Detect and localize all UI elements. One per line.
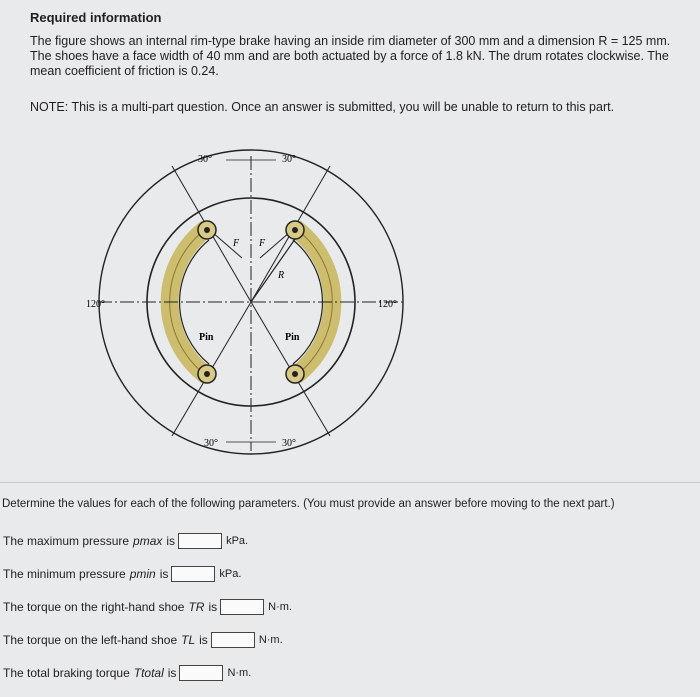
multi-part-note: NOTE: This is a multi-part question. Once an answer is submitted, you will be unable to return to this part.: [30, 100, 615, 114]
max-pressure-input[interactable]: [178, 533, 222, 549]
label-bottom-right-angle: 30°: [282, 438, 296, 449]
question-symbol: TR: [188, 600, 205, 614]
question-torque-right: The torque on the right-hand shoe TR is N·m.: [3, 600, 292, 614]
problem-statement: The figure shows an internal rim-type brake having an inside rim diameter of 300 mm and a dimension R = 125 mm. The shoes have a face width of 40 mm and are both actuated by a force of 1.8 kN. The drum rotates clockwise. The mean coefficient of friction is 0.24.: [30, 34, 671, 78]
question-unit: N·m.: [268, 601, 292, 613]
label-force-right: F: [259, 238, 266, 249]
question-symbol: pmax: [133, 534, 163, 548]
label-top-right-angle: 30°: [282, 154, 296, 165]
question-torque-left: The torque on the left-hand shoe TL is N·m.: [3, 633, 283, 647]
section-divider: [0, 482, 700, 483]
question-unit: kPa.: [219, 568, 242, 580]
question-label: The torque on the left-hand shoe: [3, 633, 178, 647]
question-symbol: TL: [181, 633, 196, 647]
torque-left-input[interactable]: [211, 632, 255, 648]
min-pressure-input[interactable]: [171, 566, 215, 582]
label-force-left: F: [233, 238, 240, 249]
question-min-pressure: The minimum pressure pmin is kPa.: [3, 567, 242, 581]
question-unit: kPa.: [226, 535, 249, 547]
label-left-angle: 120°: [86, 299, 105, 310]
question-max-pressure: The maximum pressure pmax is kPa.: [3, 534, 249, 548]
question-symbol: Ttotal: [133, 666, 164, 680]
required-information-heading: Required information: [30, 10, 162, 25]
question-unit: N·m.: [227, 667, 252, 679]
brake-diagram: [86, 146, 426, 456]
label-pin-right: Pin: [285, 332, 300, 343]
question-label: The total braking torque: [3, 666, 130, 680]
label-top-left-angle: 30°: [198, 154, 212, 165]
torque-right-input[interactable]: [220, 599, 264, 615]
question-label: The maximum pressure: [3, 534, 130, 548]
total-torque-input[interactable]: [179, 665, 223, 681]
label-pin-left: Pin: [199, 332, 214, 343]
question-symbol: pmin: [129, 567, 156, 581]
questions-prompt: Determine the values for each of the following parameters. (You must provide an answer before moving to the next part.): [2, 498, 615, 510]
label-right-angle: 120°: [378, 299, 397, 310]
question-unit: N·m.: [258, 634, 283, 646]
question-label: The minimum pressure: [3, 567, 126, 581]
question-label: The torque on the right-hand shoe: [3, 600, 185, 614]
label-bottom-left-angle: 30°: [204, 438, 218, 449]
question-total-torque: The total braking torque Ttotal is N·m.: [3, 666, 252, 680]
label-radius: R: [278, 270, 285, 281]
